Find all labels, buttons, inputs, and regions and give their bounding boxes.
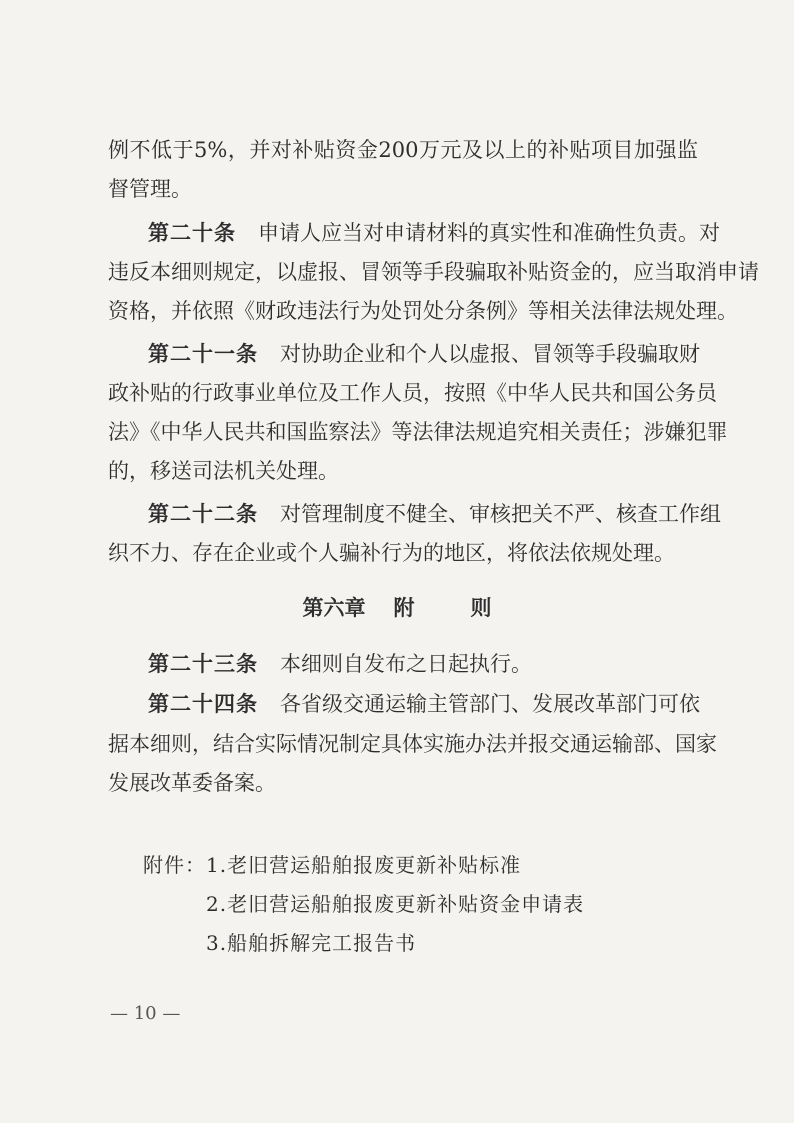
paragraph-line: 政补贴的行政事业单位及工作人员，按照《中华人民共和国公务员 [108, 381, 717, 405]
page-number: — 10 — [110, 1003, 181, 1024]
attachment-item: 2.老旧营运船舶报废更新补贴资金申请表 [206, 892, 585, 916]
article-24-title: 第二十四条 [148, 692, 258, 716]
attachment-item: 3.船舶拆解完工报告书 [206, 931, 417, 955]
article-24-text: 各省级交通运输主管部门、发展改革部门可依 [280, 692, 700, 716]
paragraph-line: 法》《中华人民共和国监察法》等法律法规追究相关责任；涉嫌犯罪 [108, 420, 728, 444]
article-21-line-1 [148, 340, 698, 368]
article-23-line [148, 650, 698, 678]
article-22-line-1 [148, 500, 721, 528]
article-20-title: 第二十条 [148, 221, 236, 245]
article-22-title: 第二十二条 [148, 502, 258, 526]
chapter-word-2: 则 [470, 596, 492, 620]
article-20-line-1 [148, 219, 720, 247]
paragraph-line: 例不低于5%，并对补贴资金200万元及以上的补贴项目加强监 [108, 138, 698, 162]
article-23-text: 本细则自发布之日起执行。 [280, 652, 532, 676]
paragraph-line: 违反本细则规定，以虚报、冒领等手段骗取补贴资金的，应当取消申请 [108, 260, 759, 284]
chapter-word-1: 附 [393, 596, 415, 620]
attachments-prefix: 附件： [143, 853, 206, 877]
attachment-item: 1.老旧营运船舶报废更新补贴标准 [206, 853, 522, 877]
paragraph-line: 据本细则，结合实际情况制定具体实施办法并报交通运输部、国家 [108, 732, 717, 756]
article-23-title: 第二十三条 [148, 652, 258, 676]
attachments-first [143, 851, 521, 879]
article-20-text: 申请人应当对申请材料的真实性和准确性负责。对 [258, 221, 720, 245]
paragraph-line: 的，移送司法机关处理。 [108, 459, 339, 483]
paragraph-line: 督管理。 [108, 177, 192, 201]
chapter-number: 第六章 [302, 596, 366, 620]
article-21-title: 第二十一条 [148, 342, 258, 366]
paragraph-line: 织不力、存在企业或个人骗补行为的地区，将依法依规处理。 [108, 541, 675, 565]
article-24-line-1 [148, 690, 698, 718]
article-22-text: 对管理制度不健全、审核把关不严、核查工作组 [280, 502, 721, 526]
paragraph-line: 发展改革委备案。 [108, 771, 276, 795]
paragraph-line: 资格，并依照《财政违法行为处罚处分条例》等相关法律法规处理。 [108, 299, 738, 323]
chapter-heading [0, 594, 794, 622]
article-21-text: 对协助企业和个人以虚报、冒领等手段骗取财 [280, 342, 700, 366]
